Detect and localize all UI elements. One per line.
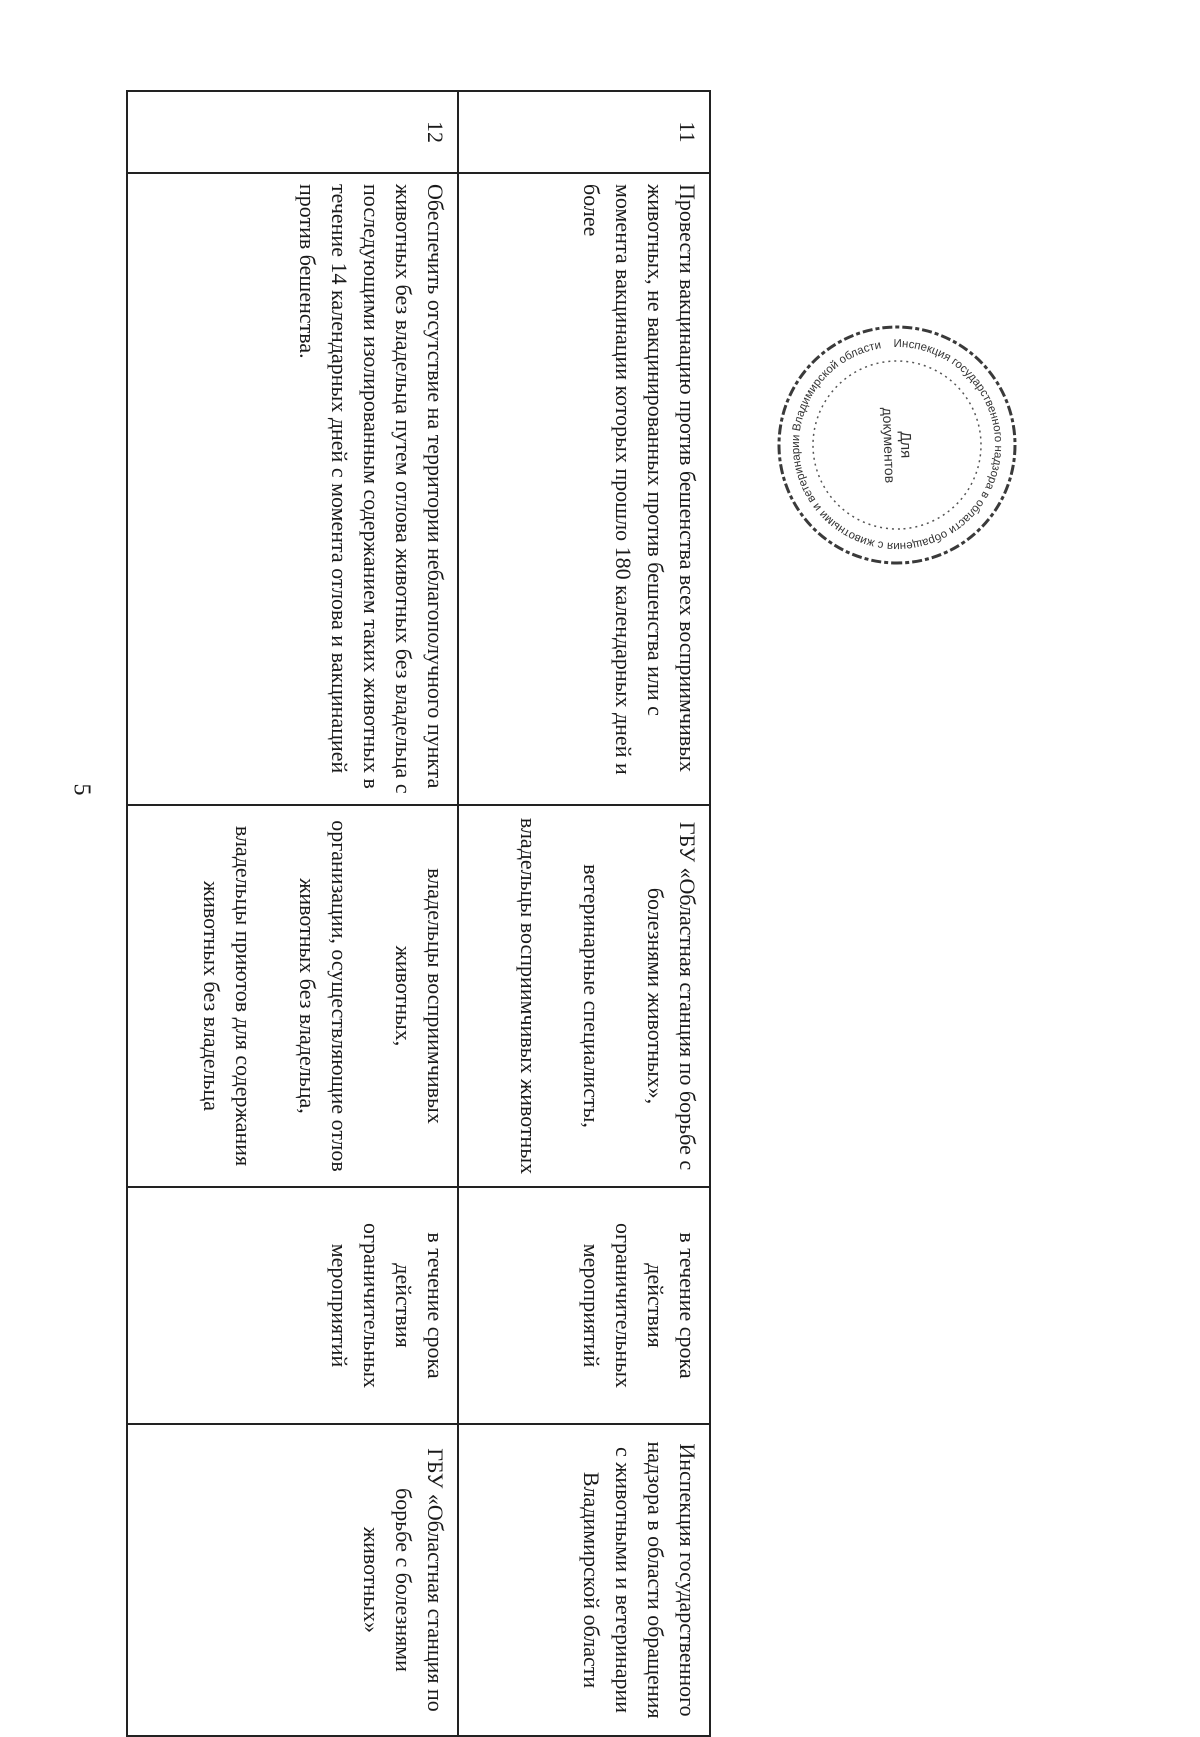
stamp-center-line1: Для [896,430,915,459]
term-cell: в течение срока действия ограничительных мероприятий [127,1187,458,1424]
page-number: 5 [68,783,95,796]
stamp-center [768,316,1027,575]
action-cell: Провести вакцинацию против бешенства всех восприимчивых животных, не вакцинированных против бешенства или с момента вакцинации которых прошло 180 календарных дней и более [458,173,710,805]
stamp-ring-textpath: Инспекция государственного надзора в области обращения с животными и ветеринарии Владимирской области [789,337,1005,553]
table-rotation-inner [126,90,711,1719]
table-rotation-wrapper [126,90,711,1719]
row-number-cell: 12 [127,91,458,173]
measures-table [126,90,711,1737]
action-cell: Обеспечить отсутствие на территории неблагополучного пункта животных без владельца путем отлова животных без владельца с последующими изолированным содержанием таких животных в течение 14 календарных дней с момента отлова и вакцинацией против бешенства. [127,173,458,805]
responsible-cell: Инспекция государственного надзора в области обращения с животными и ветеринарии Владимирской области [458,1424,710,1736]
executors-cell: ГБУ «Областная станция по борьбе с болезнями животных», ветеринарные специалисты, владельцы восприимчивых животных [458,805,710,1187]
stamp-center-line2: документов [880,407,899,484]
row-number-cell: 11 [458,91,710,173]
term-cell: в течение срока действия ограничительных мероприятий [458,1187,710,1424]
table-row [458,91,710,1736]
table-row [127,91,458,1736]
executors-cell: владельцы восприимчивых животных, организации, осуществляющие отлов животных без владельца, владельцы приютов для содержания животных без владельца [127,805,458,1187]
office-stamp [768,316,1027,575]
responsible-cell: ГБУ «Областная станция по борьбе с болезнями животных» [127,1424,458,1736]
